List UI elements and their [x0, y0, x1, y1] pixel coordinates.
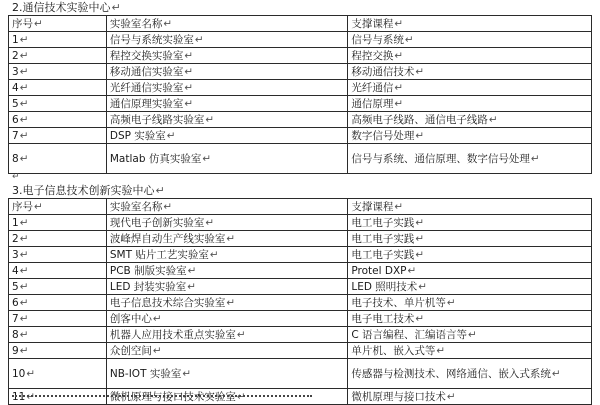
- header-cell-course: 支撑课程↵: [348, 16, 592, 32]
- table-row: [9, 231, 592, 247]
- cell-name: 移动通信实验室↵: [106, 64, 348, 80]
- table-row: [9, 96, 592, 112]
- section-2-heading: [12, 1, 121, 15]
- cell-course: 高频电子线路、通信电子线路↵: [348, 112, 592, 128]
- cell-course: 信号与系统↵: [348, 32, 592, 48]
- cell-name: Matlab 仿真实验室↵: [106, 144, 348, 174]
- table-row: [9, 80, 592, 96]
- header-cell-name: 实验室名称↵: [106, 199, 348, 215]
- cell-name: PCB 制版实验室↵: [106, 263, 348, 279]
- section-3-table: [8, 198, 592, 405]
- cut-off-next-line: [12, 395, 312, 401]
- cell-name: LED 封装实验室↵: [106, 279, 348, 295]
- cell-no: 4↵: [9, 80, 107, 96]
- cell-course: 光纤通信↵: [348, 80, 592, 96]
- paragraph-mark-icon: ↵: [111, 1, 121, 14]
- cell-no: 4↵: [9, 263, 107, 279]
- cell-name: 高频电子线路实验室↵: [106, 112, 348, 128]
- table-row: [9, 311, 592, 327]
- header-cell-name: 实验室名称↵: [106, 16, 348, 32]
- cell-course: C 语言编程、汇编语言等↵: [348, 327, 592, 343]
- cell-no: 6↵: [9, 112, 107, 128]
- cell-course: 单片机、嵌入式等↵: [348, 343, 592, 359]
- table-header-row: [9, 16, 592, 32]
- cell-no: 7↵: [9, 128, 107, 144]
- cell-no: 8↵: [9, 144, 107, 174]
- header-cell-no: 序号↵: [9, 199, 107, 215]
- cell-name: 信号与系统实验室↵: [106, 32, 348, 48]
- section-2-heading-text: 2.通信技术实验中心: [12, 1, 111, 14]
- table-row: [9, 215, 592, 231]
- cell-name: SMT 贴片工艺实验室↵: [106, 247, 348, 263]
- cell-no: 6↵: [9, 295, 107, 311]
- cell-course: 通信原理↵: [348, 96, 592, 112]
- table-row: [9, 112, 592, 128]
- cell-name: 众创空间↵: [106, 343, 348, 359]
- table-row: [9, 263, 592, 279]
- cell-no: 5↵: [9, 96, 107, 112]
- cell-no: 9↵: [9, 343, 107, 359]
- cell-no: 1↵: [9, 32, 107, 48]
- cell-name: NB-IOT 实验室↵: [106, 359, 348, 389]
- cell-name: 光纤通信实验室↵: [106, 80, 348, 96]
- table-row: [9, 279, 592, 295]
- paragraph-mark-icon: ↵: [155, 184, 165, 197]
- cell-no: 7↵: [9, 311, 107, 327]
- cell-no: 2↵: [9, 231, 107, 247]
- table-row: [9, 64, 592, 80]
- table-row: [9, 128, 592, 144]
- cell-name: 微机原理与接口技术实验室↵: [106, 389, 348, 405]
- cell-name: 机器人应用技术重点实验室↵: [106, 327, 348, 343]
- section-3-heading: [12, 184, 165, 198]
- cell-course: 电工电子实践↵: [348, 215, 592, 231]
- cell-course: 电子电工技术↵: [348, 311, 592, 327]
- blank-paragraph-mark: ↵: [12, 172, 20, 182]
- cell-course: 传感器与检测技术、网络通信、嵌入式系统↵: [348, 359, 592, 389]
- cell-no: 3↵: [9, 64, 107, 80]
- cell-course: 电子技术、单片机等↵: [348, 295, 592, 311]
- cell-course: 微机原理与接口技术↵: [348, 389, 592, 405]
- cell-name: DSP 实验室↵: [106, 128, 348, 144]
- cell-name: 现代电子创新实验室↵: [106, 215, 348, 231]
- cell-no: 5↵: [9, 279, 107, 295]
- cell-course: 电工电子实践↵: [348, 247, 592, 263]
- cell-course: 电工电子实践↵: [348, 231, 592, 247]
- cell-name: 通信原理实验室↵: [106, 96, 348, 112]
- table-row: [9, 295, 592, 311]
- cell-name: 电子信息技术综合实验室↵: [106, 295, 348, 311]
- cell-course: 程控交换↵: [348, 48, 592, 64]
- cell-name: 波峰焊自动生产线实验室↵: [106, 231, 348, 247]
- header-cell-course: 支撑课程↵: [348, 199, 592, 215]
- cell-course: Protel DXP↵: [348, 263, 592, 279]
- table-header-row: [9, 199, 592, 215]
- table-row: [9, 144, 592, 174]
- cell-no: 2↵: [9, 48, 107, 64]
- cell-no: 3↵: [9, 247, 107, 263]
- section-3-heading-text: 3.电子信息技术创新实验中心: [12, 184, 155, 197]
- cell-name: 程控交换实验室↵: [106, 48, 348, 64]
- cell-no: 10↵: [9, 359, 107, 389]
- table-row: [9, 327, 592, 343]
- table-row: [9, 247, 592, 263]
- cell-course: 移动通信技术↵: [348, 64, 592, 80]
- table-row: [9, 359, 592, 389]
- section-2-table: [8, 15, 592, 174]
- table-row: [9, 32, 592, 48]
- table-row: [9, 343, 592, 359]
- cell-course: LED 照明技术↵: [348, 279, 592, 295]
- cell-course: 信号与系统、通信原理、数字信号处理↵: [348, 144, 592, 174]
- cell-no: 8↵: [9, 327, 107, 343]
- table-row: [9, 48, 592, 64]
- cell-no: 1↵: [9, 215, 107, 231]
- cell-name: 创客中心↵: [106, 311, 348, 327]
- cell-no: 11↵: [9, 389, 107, 405]
- cell-course: 数字信号处理↵: [348, 128, 592, 144]
- header-cell-no: 序号↵: [9, 16, 107, 32]
